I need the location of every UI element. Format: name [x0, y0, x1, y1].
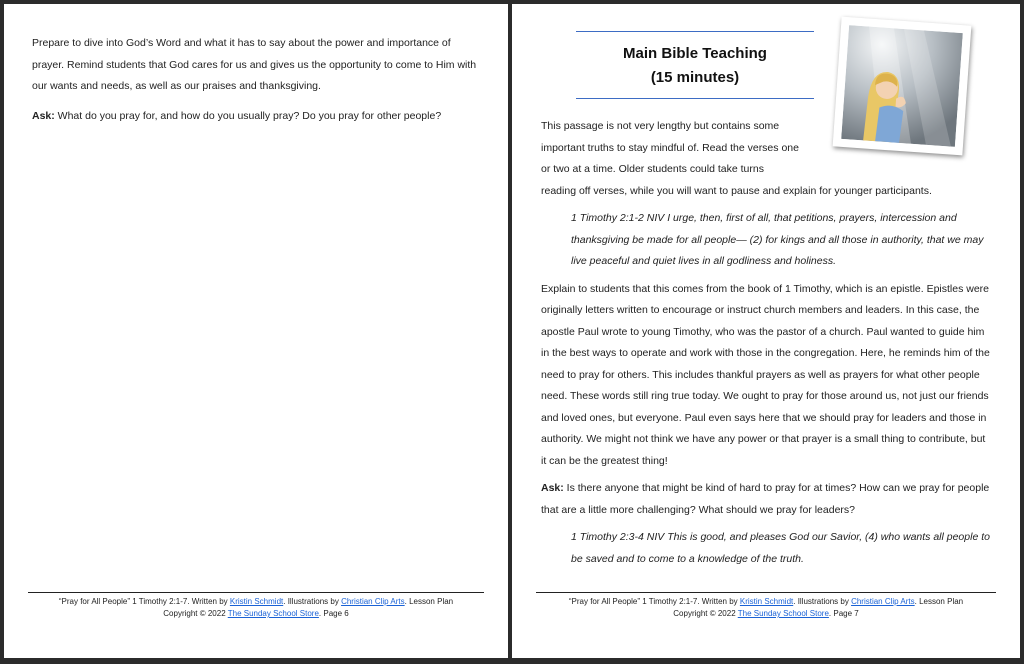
explanation-paragraph: Explain to students that this comes from the book of 1 Timothy, which is an epistle. Epistles were originally letters written to encourage or instruct church members and leaders. In this case, the apostle Paul wrote to young Timothy, who was the pastor of a church. Paul wanted to guide him in the best ways to operate and work with those in the congregation. Here, he reminds him of the need to pray for others. This includes thankful prayers as well as prayers for what other people need. These words still ring true today. We ought to pray for those around us, not just our friends and loved ones, but everyone. Paul even says here that we should pray for leaders and those in authority. We might not think we have any power or that prayer is a small thing to contribute, but it can be the greatest thing!	[541, 282, 990, 467]
ask-paragraph	[541, 478, 993, 521]
scripture-verse-2: 1 Timothy 2:3-4 NIV This is good, and pleases God our Savior, (4) who wants all people to be saved and to come to a knowledge of the truth.	[571, 531, 990, 565]
intro-paragraph: Prepare to dive into God’s Word and what it has to say about the power and importance of prayer. Remind students that God cares for us and gives us the opportunity to come to Him with our wants and needs, as well as our praises and thanksgiving.	[32, 37, 477, 92]
scripture-verse-1: 1 Timothy 2:1-2 NIV I urge, then, first of all, that petitions, prayers, intercession and thanksgiving be made for all people— (2) for kings and all those in authority, that we may live peaceful and quiet lives in all godliness and holiness.	[571, 212, 984, 267]
page-footer	[28, 592, 484, 620]
footer-text: . Illustrations by	[793, 597, 852, 606]
footer-page-number: . Page 6	[318, 609, 349, 618]
footer-text: . Lesson Plan	[914, 597, 964, 606]
footer-text: “Pray for All People” 1 Timothy 2:1-7. Written by	[58, 597, 230, 606]
publisher-link[interactable]: The Sunday School Store	[737, 609, 829, 618]
footer-text: Copyright © 2022	[673, 609, 738, 618]
illustrator-link[interactable]: Christian Clip Arts	[851, 597, 915, 606]
ask-label: Ask:	[541, 482, 564, 494]
footer-page-number: . Page 7	[828, 609, 859, 618]
ask-label: Ask:	[32, 109, 55, 122]
section-title-line2: (15 minutes)	[650, 69, 740, 86]
left-page-content	[32, 33, 484, 135]
ask-text: Is there anyone that might be kind of hard to pray for at times? How can we pray for people that are a little more challenging? What should we pray for leaders?	[541, 482, 990, 516]
page-6	[4, 4, 508, 658]
section-title	[576, 31, 814, 99]
page-7	[512, 4, 1020, 658]
ask-paragraph	[32, 106, 484, 128]
footer-text: . Lesson Plan	[404, 597, 454, 606]
publisher-link[interactable]: The Sunday School Store	[227, 609, 319, 618]
section-title-line1: Main Bible Teaching	[623, 45, 767, 62]
footer-text: . Illustrations by	[283, 597, 342, 606]
intro-paragraph-narrow: This passage is not very lengthy but contains some important truths to stay mindful of. Read the verses one or two at a time. Older students could take turns	[541, 120, 799, 175]
author-link[interactable]: Kristin Schmidt	[229, 597, 284, 606]
footer-text: Copyright © 2022	[163, 609, 228, 618]
intro-paragraph-wide: reading off verses, while you will want to pause and explain for younger participants.	[541, 184, 932, 197]
page-footer	[536, 592, 996, 620]
footer-text: “Pray for All People” 1 Timothy 2:1-7. Written by	[568, 597, 740, 606]
right-page-content	[541, 116, 993, 576]
illustrator-link[interactable]: Christian Clip Arts	[341, 597, 405, 606]
author-link[interactable]: Kristin Schmidt	[739, 597, 794, 606]
ask-text: What do you pray for, and how do you usually pray? Do you pray for other people?	[54, 109, 442, 122]
